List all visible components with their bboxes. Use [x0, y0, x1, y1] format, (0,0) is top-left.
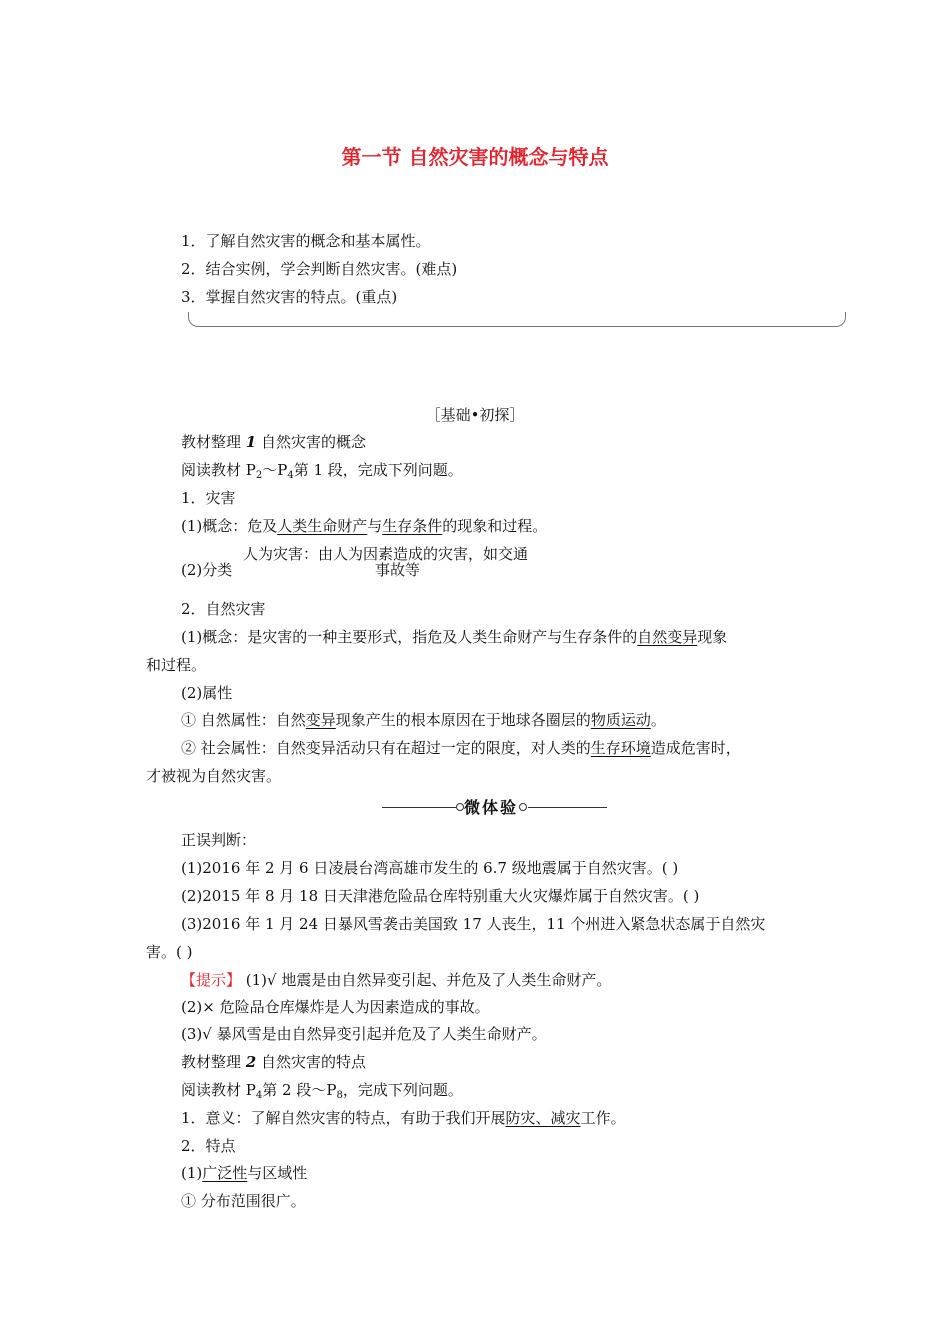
question-3: (3)2016 年 1 月 24 日暴风雪袭击美国致 17 人丧生，11 个州进入紧急状态属于自然灾	[181, 915, 766, 933]
item-disaster: 1．灾害	[181, 489, 236, 507]
micro-experience-label: 微体验	[464, 798, 519, 817]
question-3-cont: 害。( )	[146, 943, 193, 961]
attr-social-cont: 才被视为自然灾害。	[146, 767, 282, 785]
meaning: 1．意义：了解自然灾害的特点，有助于我们开展防灾、减灾工作。	[181, 1109, 626, 1127]
hint-answer-2: (2)× 危险品仓库爆炸是人为因素造成的事故。	[181, 998, 490, 1016]
objective-3: 3．掌握自然灾害的特点。(重点)	[181, 288, 398, 306]
hint-answer-1: 【提示】 (1)√ 地震是由自然异变引起、并危及了人类生命财产。	[181, 971, 612, 989]
item-natural-disaster: 2．自然灾害	[181, 600, 266, 618]
objective-1: 1．了解自然灾害的概念和基本属性。	[181, 232, 431, 250]
hint-label: 【提示】	[181, 971, 242, 989]
nd-concept: (1)概念：是灾害的一种主要形式，指危及人类生命财产与生存条件的自然变异现象	[181, 628, 728, 646]
part1-reading: 阅读教材 $P_2\sim P_4$第 1 段，完成下列问题。	[181, 461, 463, 481]
feature-1: (1)广泛性与区域性	[181, 1164, 308, 1182]
part2-heading: 教材整理 2 自然灾害的特点	[181, 1053, 367, 1071]
hint-answer-3: (3)√ 暴风雪是由自然异变引起并危及了人类生命财产。	[181, 1025, 547, 1043]
judge-title: 正误判断：	[181, 831, 257, 849]
attr-social: ② 社会属性：自然变异活动只有在超过一定的限度，对人类的生存环境造成危害时，	[181, 739, 741, 757]
part1-heading: 教材整理 1 自然灾害的概念	[181, 433, 367, 451]
attr-natural: ① 自然属性：自然变异现象产生的根本原因在于地球各圈层的物质运动。	[181, 711, 666, 729]
class-human: 人为灾害：由人为因素造成的灾害，如交通	[243, 545, 529, 563]
page-title: 第一节 自然灾害的概念与特点	[341, 145, 609, 169]
class-label: (2)分类	[181, 561, 233, 579]
part2-reading: 阅读教材 $P_4$第 2 段$\sim P_8$，完成下列问题。	[181, 1081, 463, 1101]
micro-experience-divider	[382, 797, 607, 819]
question-1: (1)2016 年 2 月 6 日凌晨台湾高雄市发生的 6.7 级地震属于自然灾害。( )	[181, 859, 679, 877]
item-features: 2．特点	[181, 1137, 236, 1155]
disaster-concept: (1)概念：危及人类生命财产与生存条件的现象和过程。	[181, 517, 548, 535]
question-2: (2)2015 年 8 月 18 日天津港危险品仓库特别重大火灾爆炸属于自然灾害。( )	[181, 887, 700, 905]
class-human-cont: 事故等	[375, 561, 421, 579]
attr-label: (2)属性	[181, 684, 233, 702]
feature-1-point: ① 分布范围很广。	[181, 1192, 306, 1210]
nd-concept-cont: 和过程。	[146, 656, 207, 674]
section-tag: ［基础•初探］	[425, 406, 525, 424]
objective-2: 2．结合实例，学会判断自然灾害。(难点)	[181, 260, 458, 278]
objectives-bracket	[188, 312, 846, 327]
